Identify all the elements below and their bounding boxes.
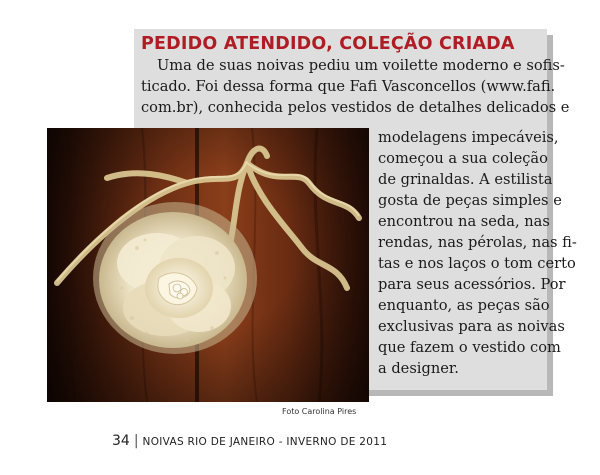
body-line: ticado. Foi dessa forma que Fafi Vasconcellos (www.fafi. (141, 78, 556, 95)
body-line: de grinaldas. A estilista (378, 171, 553, 188)
body-line: encontrou na seda, nas (378, 213, 550, 230)
photo-credit: Foto Carolina Pires (282, 407, 357, 416)
body-line: Uma de suas noivas pediu um voilette moderno e sofis- (157, 57, 565, 74)
body-line: rendas, nas pérolas, nas fi- (378, 234, 577, 251)
body-line: a designer. (378, 360, 459, 377)
body-line: com.br), conhecida pelos vestidos de detalhes delicados e (141, 99, 570, 116)
page-number: 34 (112, 433, 130, 449)
body-line: começou a sua coleção (378, 150, 548, 167)
magazine-name: NOIVAS RIO DE JANEIRO - INVERNO DE 2011 (142, 436, 388, 448)
page-footer (112, 430, 387, 449)
body-line: enquanto, as peças são (378, 297, 550, 314)
footer-separator: | (133, 433, 139, 449)
body-line: que fazem o vestido com (378, 339, 561, 356)
body-line: gosta de peças simples e (378, 192, 562, 209)
body-line: tas e nos laços o tom certo (378, 255, 576, 272)
body-line: exclusivas para as noivas (378, 318, 565, 335)
article-title: PEDIDO ATENDIDO, COLEÇÃO CRIADA (141, 34, 515, 54)
flower-headpiece-image (47, 128, 369, 402)
body-line: modelagens impecáveis, (378, 129, 559, 146)
body-line: para seus acessórios. Por (378, 276, 566, 293)
article-photo (47, 128, 369, 402)
